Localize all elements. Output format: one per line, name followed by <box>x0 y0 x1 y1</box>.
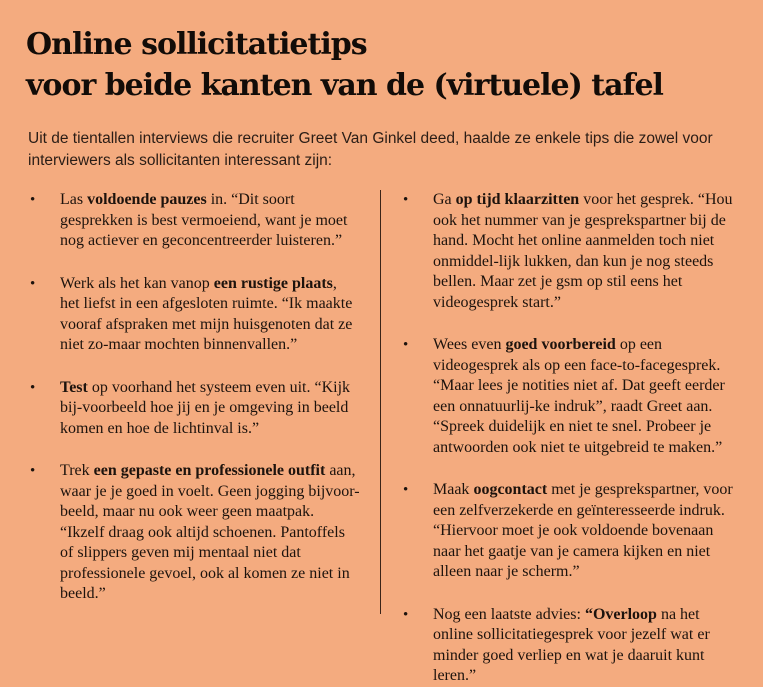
tip-text: Ga <box>433 191 456 208</box>
title-line-1: Online sollicitatietips <box>26 27 367 62</box>
tip-highlight: goed voorbereid <box>505 336 616 353</box>
tip-item <box>22 378 360 440</box>
tip-highlight: “Overloop <box>584 605 657 623</box>
tip-item <box>395 480 743 583</box>
tip-text: Las <box>60 191 88 208</box>
tip-text: Trek <box>60 462 94 479</box>
bullet-icon: • <box>403 337 409 353</box>
bullet-icon: • <box>30 463 36 479</box>
bullet-icon: • <box>403 606 409 623</box>
column-divider <box>380 190 381 614</box>
tip-text: op voorhand het systeem even uit. “Kijk bij-voorbeeld hoe jij en je omgeving in beeld komen en hoe de lichtinval is.” <box>60 378 351 437</box>
tip-item <box>22 190 360 252</box>
bullet-icon: • <box>403 482 409 498</box>
tip-highlight: voldoende pauzes <box>87 191 207 208</box>
bullet-icon: • <box>30 275 36 292</box>
tip-text: in. “Dit soort gesprekken is best vermoeiend, want je moet nog actiever en geconcentreerder luisteren.” <box>60 191 348 249</box>
tip-text: voor het gesprek. “Hou ook het nummer van je gesprekspartner bij de hand. Mocht het online aanmelden toch niet onmiddel-lijk lukken, dan kun je nog steeds bellen. Maar zet je gsm op stil eens het videogesprek start.” <box>433 191 733 311</box>
tip-item <box>22 461 360 605</box>
tip-text: na het online sollicitatiegesprek voor jezelf wat er minder goed verliep en wat je daaruit kunt leren.” <box>433 605 710 684</box>
tips-column-left <box>22 190 360 605</box>
tip-highlight: een rustige plaats <box>213 274 333 292</box>
tip-text: met je gesprekspartner, voor een zelfverzekerde en geïnteresseerde indruk. “Hiervoor moet je ook voldoende bovenaan naar het gaatje van je camera kijken en niet alleen naar je scherm.” <box>433 481 733 580</box>
title-line-2: voor beide kanten van de (virtuele) tafel <box>26 68 663 103</box>
page-title <box>26 24 663 106</box>
tip-item <box>395 190 743 313</box>
tips-column-right <box>395 190 743 687</box>
bullet-icon: • <box>30 192 36 208</box>
tip-item <box>22 274 360 356</box>
tip-text: , het liefst in een afgesloten ruimte. “Ik maakte vooraf afspraken met mijn huisgenoten dat ze niet zo-maar mochten binnenvallen.” <box>60 274 353 353</box>
tip-highlight: oogcontact <box>473 481 548 498</box>
bullet-icon: • <box>403 192 409 208</box>
tip-item <box>395 335 743 458</box>
tip-highlight: Test <box>60 378 88 396</box>
intro-paragraph: Uit de tientallen interviews die recruiter Greet Van Ginkel deed, haalde ze enkele tips die zowel voor interviewers als sollicitanten interessant zijn: <box>28 130 713 169</box>
tip-text: Maak <box>433 481 474 498</box>
tip-highlight: op tijd klaarzitten <box>455 191 580 208</box>
tip-text: Werk als het kan vanop <box>60 274 214 292</box>
tip-text: op een videogesprek als op een face-to-facegesprek. “Maar lees je notities niet af. Dat geeft eerder een onnatuurlij-ke indruk”, raadt Greet aan. “Spreek duidelijk en niet te snel. Probeer je antwoorden ook niet te uitgebreid te maken.” <box>433 336 725 456</box>
tip-text: Nog een laatste advies: <box>433 605 585 623</box>
tip-item <box>395 605 743 687</box>
bullet-icon: • <box>30 379 36 396</box>
tip-text: Wees even <box>433 336 506 353</box>
tip-highlight: een gepaste en professionele outfit <box>93 462 326 479</box>
tip-text: aan, waar je je goed in voelt. Geen jogging bijvoor-beeld, maar nu ook weer geen maatpak. “Ikzelf draag ook altijd schoenen. Pantoffels of slippers geven mij mentaal niet dat professionele gevoel, ook al komen ze niet in beeld.” <box>60 462 360 602</box>
